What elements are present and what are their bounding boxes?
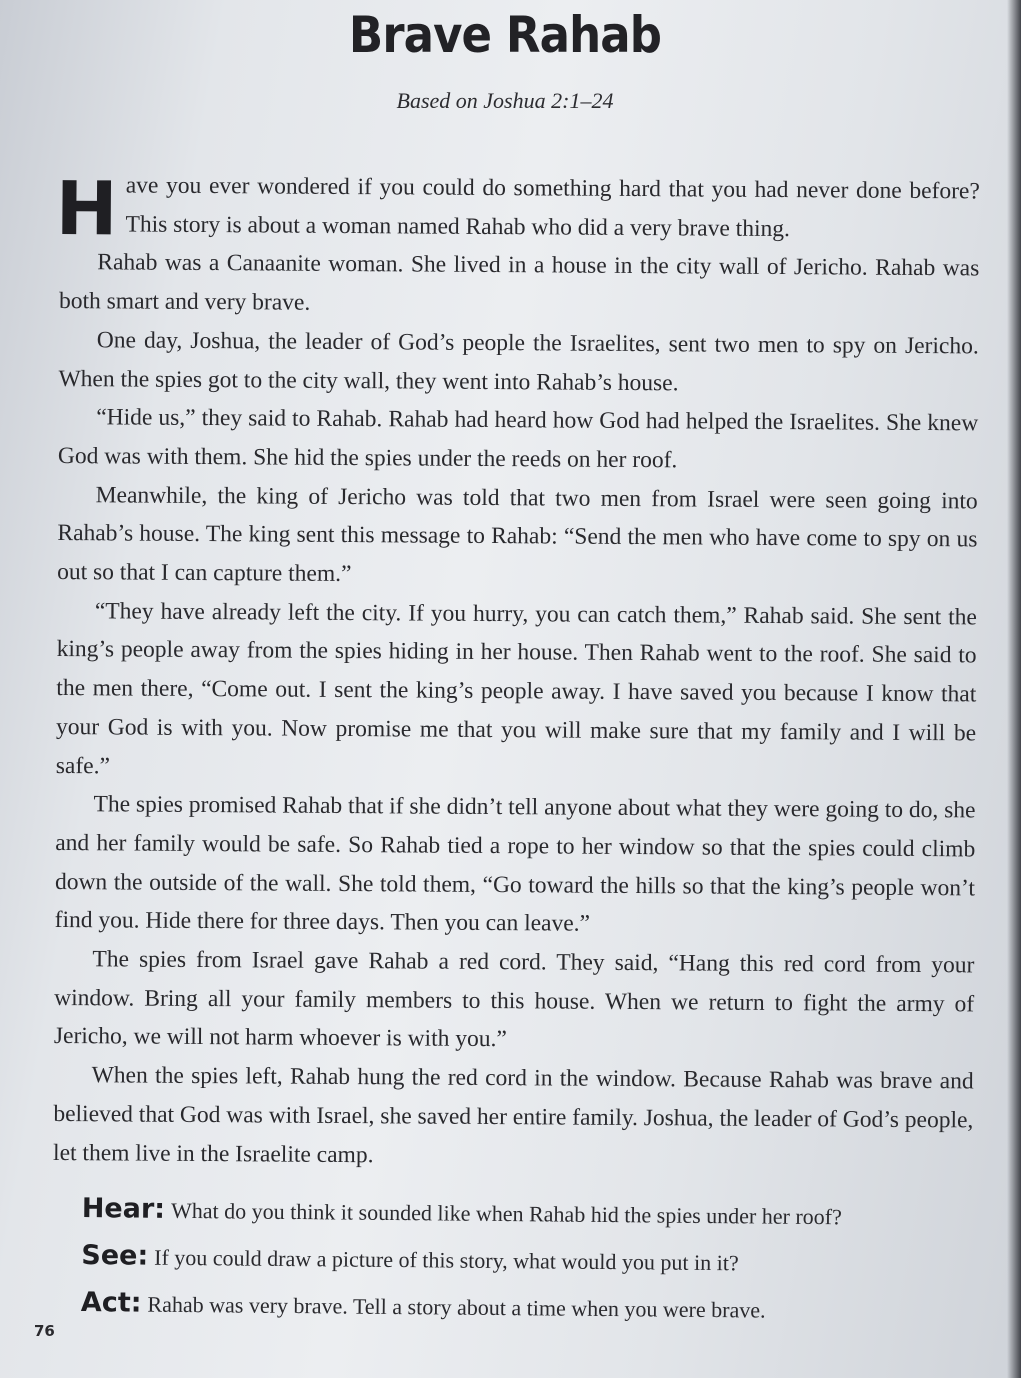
hear-prompt [82, 1186, 982, 1242]
see-prompt [81, 1233, 981, 1289]
first-paragraph-text: ave you ever wondered if you could do something hard that you had never done before? This story is about a woman named Rahab who did a very brave thing. [125, 172, 980, 242]
drop-cap: H [55, 165, 118, 253]
story-body [53, 166, 980, 1179]
act-prompt [81, 1280, 981, 1336]
hear-text: What do you think it sounded like when Rahab hid the spies under her roof? [170, 1197, 842, 1230]
story-paragraph: The spies from Israel gave Rahab a red cord. They said, “Hang this red cord from your window. Bring all your family members to this house. When we return to fight the army of Jericho, we will not harm whoever is with you.” [53, 946, 975, 1053]
story-paragraph: “Hide us,” they said to Rahab. Rahab had heard how God had helped the Israelites. She knew God was with them. She hid the spies under the reeds on her roof. [57, 404, 979, 474]
story-paragraph [55, 165, 980, 253]
story-paragraph: “They have already left the city. If you hurry, you can catch them,” Rahab said. She sent the king’s people away from the spies hiding in her house. Then Rahab went to the roof. She said to the men there, “Come out. I sent the king’s people away. I have saved you because I know that your God is with you. Now promise me that you will make sure that my family and I will be safe.” [55, 597, 977, 779]
page-title: Brave Rahab [348, 6, 662, 64]
scripture-reference: Based on Joshua 2:1–24 [396, 88, 614, 113]
see-text: If you could draw a picture of this story, what would you put in it? [154, 1244, 739, 1276]
story-paragraph: When the spies left, Rahab hung the red cord in the window. Because Rahab was brave and believed that God was with Israel, she saved her entire family. Joshua, the leader of God’s people, let them live in the Israelite camp. [53, 1062, 974, 1168]
story-paragraph: The spies promised Rahab that if she didn’t tell anyone about what they were going to do, she and her family would be safe. So Rahab tied a rope to her window so that the spies could climb down the outside of the wall. She told them, “Go toward the hills so that the king’s people won’t find you. Hide there for three days. Then you can leave.” [54, 791, 976, 938]
discussion-prompts [81, 1186, 982, 1336]
page-number: 76 [34, 1322, 55, 1340]
see-label: See: [81, 1239, 149, 1272]
story-paragraph: Meanwhile, the king of Jericho was told that two men from Israel were seen going into Rahab’s house. The king sent this message to Rahab: “Send the men who have come to spy on us out so that I can capture them.” [57, 481, 978, 588]
act-text: Rahab was very brave. Tell a story about a time when you were brave. [147, 1291, 766, 1323]
hear-label: Hear: [81, 1192, 166, 1225]
act-label: Act: [80, 1286, 142, 1319]
story-paragraph: Rahab was a Canaanite woman. She lived in a house in the city wall of Jericho. Rahab was both smart and very brave. [58, 249, 980, 316]
story-paragraph: One day, Joshua, the leader of God’s people the Israelites, sent two men to spy on Jericho. When the spies got to the city wall, they went into Rahab’s house. [58, 327, 979, 396]
